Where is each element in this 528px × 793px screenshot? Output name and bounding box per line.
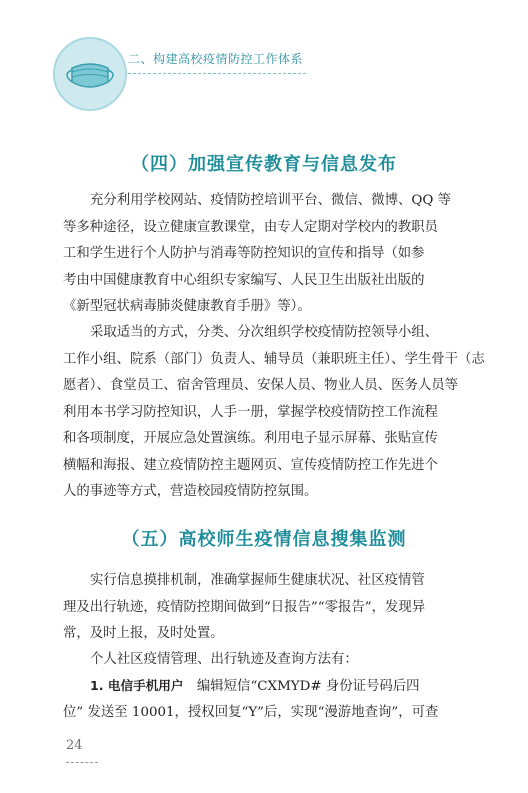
page-number: 24 [66, 738, 83, 753]
text-line: 利用本书学习防控知识，人手一册，掌握学校疫情防控工作流程 [63, 404, 438, 420]
text-line: 横幅和海报、建立疫情防控主题网页、宣传疫情防控工作先进个 [63, 457, 438, 473]
section-4-paragraph-1 [63, 188, 463, 321]
text-line [63, 673, 463, 700]
text-line: 工作小组、院系（部门）负责人、辅导员（兼职班主任）、学生骨干（志 [63, 351, 485, 367]
header-divider [128, 73, 306, 74]
text-line: 《新型冠状病毒肺炎健康教育手册》等）。 [63, 299, 311, 314]
section-5-paragraph-1 [63, 568, 463, 648]
text-line: 工和学生进行个人防护与消毒等防控知识的宣传和指导（如参 [63, 246, 425, 261]
running-header [0, 0, 528, 90]
text-line: 常，及时上报，及时处置。 [63, 626, 224, 641]
list-item-label: 1. 电信手机用户 [90, 678, 184, 693]
section-5-paragraph-2 [63, 647, 463, 674]
text-line: 和各项制度，开展应急处置演练。利用电子显示屏幕、张贴宣传 [63, 431, 438, 446]
text-line: 位” 发送至 10001，授权回复“Y”后，实现“漫游地查询”，可查 [63, 704, 439, 720]
running-header-title: 二、构建高校疫情防控工作体系 [128, 52, 304, 66]
text-line: 等多种途径，设立健康宣教课堂，由专人定期对学校内的教职员 [63, 219, 438, 235]
face-mask-icon [50, 34, 130, 114]
section-5-heading: （五）高校师生疫情信息搜集监测 [121, 529, 407, 550]
text-line: 个人社区疫情管理、出行轨迹及查询方法有： [90, 652, 358, 667]
text-line: 人的事迹等方式，营造校园疫情防控氛围。 [63, 484, 318, 499]
text-line: 愿者）、食堂员工、宿舍管理员、安保人员、物业人员、医务人员等 [63, 378, 459, 393]
text-line: 采取适当的方式，分类、分次组织学校疫情防控领导小组、 [90, 325, 439, 340]
text-line: 理及出行轨迹，疫情防控期间做到“日报告”“零报告”，发现异 [63, 599, 426, 615]
list-item-text: 编辑短信“CXMYD# 身份证号码后四 [183, 679, 420, 694]
section-4-paragraph-2 [63, 320, 485, 506]
list-item-telecom [63, 673, 463, 726]
text-line: 考由中国健康教育中心组织专家编写、人民卫生出版社出版的 [63, 272, 425, 288]
page-number-underline [66, 762, 98, 763]
section-4-heading: （四）加强宣传教育与信息发布 [131, 154, 397, 175]
text-line: 实行信息摸排机制，准确掌握师生健康状况、社区疫情管 [90, 573, 425, 588]
text-line: 充分利用学校网站、疫情防控培训平台、微信、微博、QQ 等 [90, 193, 451, 208]
